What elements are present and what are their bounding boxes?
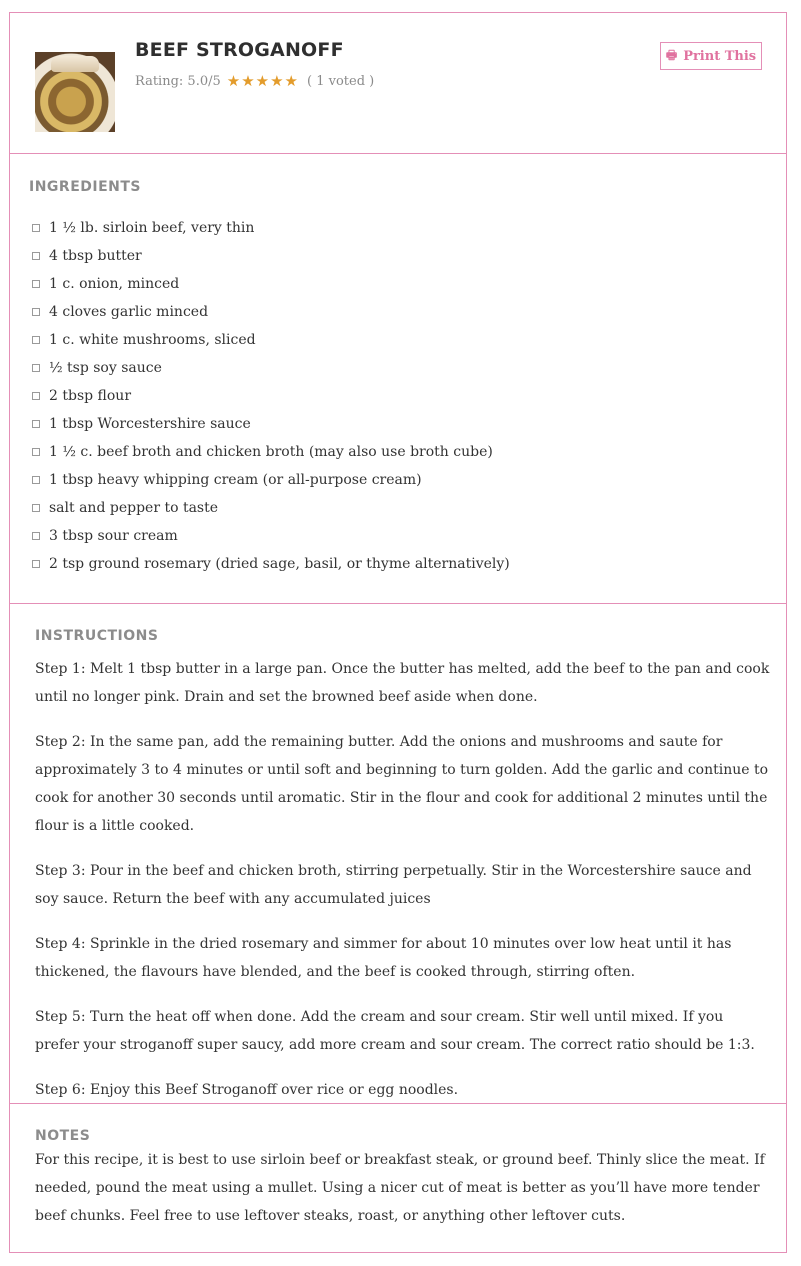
printer-icon: 🖶	[665, 47, 678, 62]
instructions-heading: INSTRUCTIONS	[35, 628, 159, 644]
instructions-section	[10, 604, 786, 1104]
checkbox-icon[interactable]	[32, 504, 40, 512]
ingredient-text: 1 ½ c. beef broth and chicken broth (may also use broth cube)	[49, 444, 493, 460]
ingredient-item[interactable]	[32, 466, 510, 494]
instruction-step: Step 3: Pour in the beef and chicken broth, stirring perpetually. Stir in the Worcestershire sauce and soy sauce. Return the beef with any accumulated juices	[35, 863, 752, 907]
checkbox-icon[interactable]	[32, 336, 40, 344]
ingredient-text: 1 tbsp Worcestershire sauce	[49, 416, 251, 432]
ingredient-item[interactable]	[32, 494, 510, 522]
instruction-step: Step 2: In the same pan, add the remaining butter. Add the onions and mushrooms and saute for approximately 3 to 4 minutes or until soft and beginning to turn golden. Add the garlic and continue to cook for another 30 seconds until aromatic. Stir in the flour and cook for additional 2 minutes until the flour is a little cooked.	[35, 734, 769, 834]
rating-label: Rating: 5.0/5	[135, 73, 221, 89]
checkbox-icon[interactable]	[32, 476, 40, 484]
ingredient-text: 1 c. onion, minced	[49, 276, 180, 292]
checkbox-icon[interactable]	[32, 448, 40, 456]
bread-image	[51, 56, 99, 72]
ingredient-item[interactable]	[32, 242, 510, 270]
ingredient-text: ½ tsp soy sauce	[49, 360, 162, 376]
instruction-step: Step 5: Turn the heat off when done. Add the cream and sour cream. Stir well until mixed. If you prefer your stroganoff super saucy, add more cream and sour cream. The correct ratio should be 1:3.	[35, 1009, 755, 1053]
ingredient-item[interactable]	[32, 326, 510, 354]
ingredients-heading: INGREDIENTS	[29, 179, 142, 195]
ingredient-item[interactable]	[32, 438, 510, 466]
notes-section	[10, 1104, 786, 1252]
ingredient-text: 1 c. white mushrooms, sliced	[49, 332, 256, 348]
recipe-card	[9, 12, 787, 1253]
ingredient-text: 2 tsp ground rosemary (dried sage, basil, or thyme alternatively)	[49, 556, 510, 572]
print-button[interactable]	[660, 42, 762, 70]
print-label: Print This	[683, 48, 757, 64]
instruction-step: Step 1: Melt 1 tbsp butter in a large pan. Once the butter has melted, add the beef to the pan and cook until no longer pink. Drain and set the browned beef aside when done.	[35, 661, 770, 705]
checkbox-icon[interactable]	[32, 364, 40, 372]
ingredient-item[interactable]	[32, 522, 510, 550]
ingredients-list	[32, 214, 510, 578]
recipe-header	[10, 13, 786, 154]
ingredient-text: 2 tbsp flour	[49, 388, 132, 404]
checkbox-icon[interactable]	[32, 560, 40, 568]
ingredient-item[interactable]	[32, 410, 510, 438]
ingredient-item[interactable]	[32, 270, 510, 298]
instruction-step: Step 4: Sprinkle in the dried rosemary and simmer for about 10 minutes over low heat until it has thickened, the flavours have blended, and the beef is cooked through, stirring often.	[35, 936, 732, 980]
ingredients-section	[10, 154, 786, 604]
notes-heading: NOTES	[35, 1128, 91, 1144]
ingredient-item[interactable]	[32, 382, 510, 410]
checkbox-icon[interactable]	[32, 252, 40, 260]
checkbox-icon[interactable]	[32, 280, 40, 288]
ingredient-text: 4 tbsp butter	[49, 248, 142, 264]
ingredient-item[interactable]	[32, 550, 510, 578]
ingredient-item[interactable]	[32, 298, 510, 326]
checkbox-icon[interactable]	[32, 532, 40, 540]
ingredient-text: 4 cloves garlic minced	[49, 304, 209, 320]
recipe-thumbnail	[35, 52, 115, 132]
checkbox-icon[interactable]	[32, 308, 40, 316]
star-rating[interactable]: ★★★★★	[226, 72, 300, 90]
instruction-step: Step 6: Enjoy this Beef Stroganoff over rice or egg noodles.	[35, 1082, 459, 1098]
rating-row	[135, 72, 374, 90]
ingredient-item[interactable]	[32, 354, 510, 382]
ingredient-text: salt and pepper to taste	[49, 500, 219, 516]
vote-count: ( 1 voted )	[307, 73, 375, 89]
notes-text: For this recipe, it is best to use sirloin beef or breakfast steak, or ground beef. Thinly slice the meat. If needed, pound the meat using a mullet. Using a nicer cut of meat is better as you’ll have more tender beef chunks. Feel free to use leftover steaks, roast, or anything other leftover cuts.	[35, 1152, 765, 1224]
instructions-steps	[35, 655, 770, 1121]
ingredient-item[interactable]	[32, 214, 510, 242]
ingredient-text: 3 tbsp sour cream	[49, 528, 178, 544]
ingredient-text: 1 ½ lb. sirloin beef, very thin	[49, 220, 255, 236]
recipe-title: BEEF STROGANOFF	[135, 39, 344, 61]
checkbox-icon[interactable]	[32, 420, 40, 428]
ingredient-text: 1 tbsp heavy whipping cream (or all-purpose cream)	[49, 472, 422, 488]
checkbox-icon[interactable]	[32, 392, 40, 400]
checkbox-icon[interactable]	[32, 224, 40, 232]
